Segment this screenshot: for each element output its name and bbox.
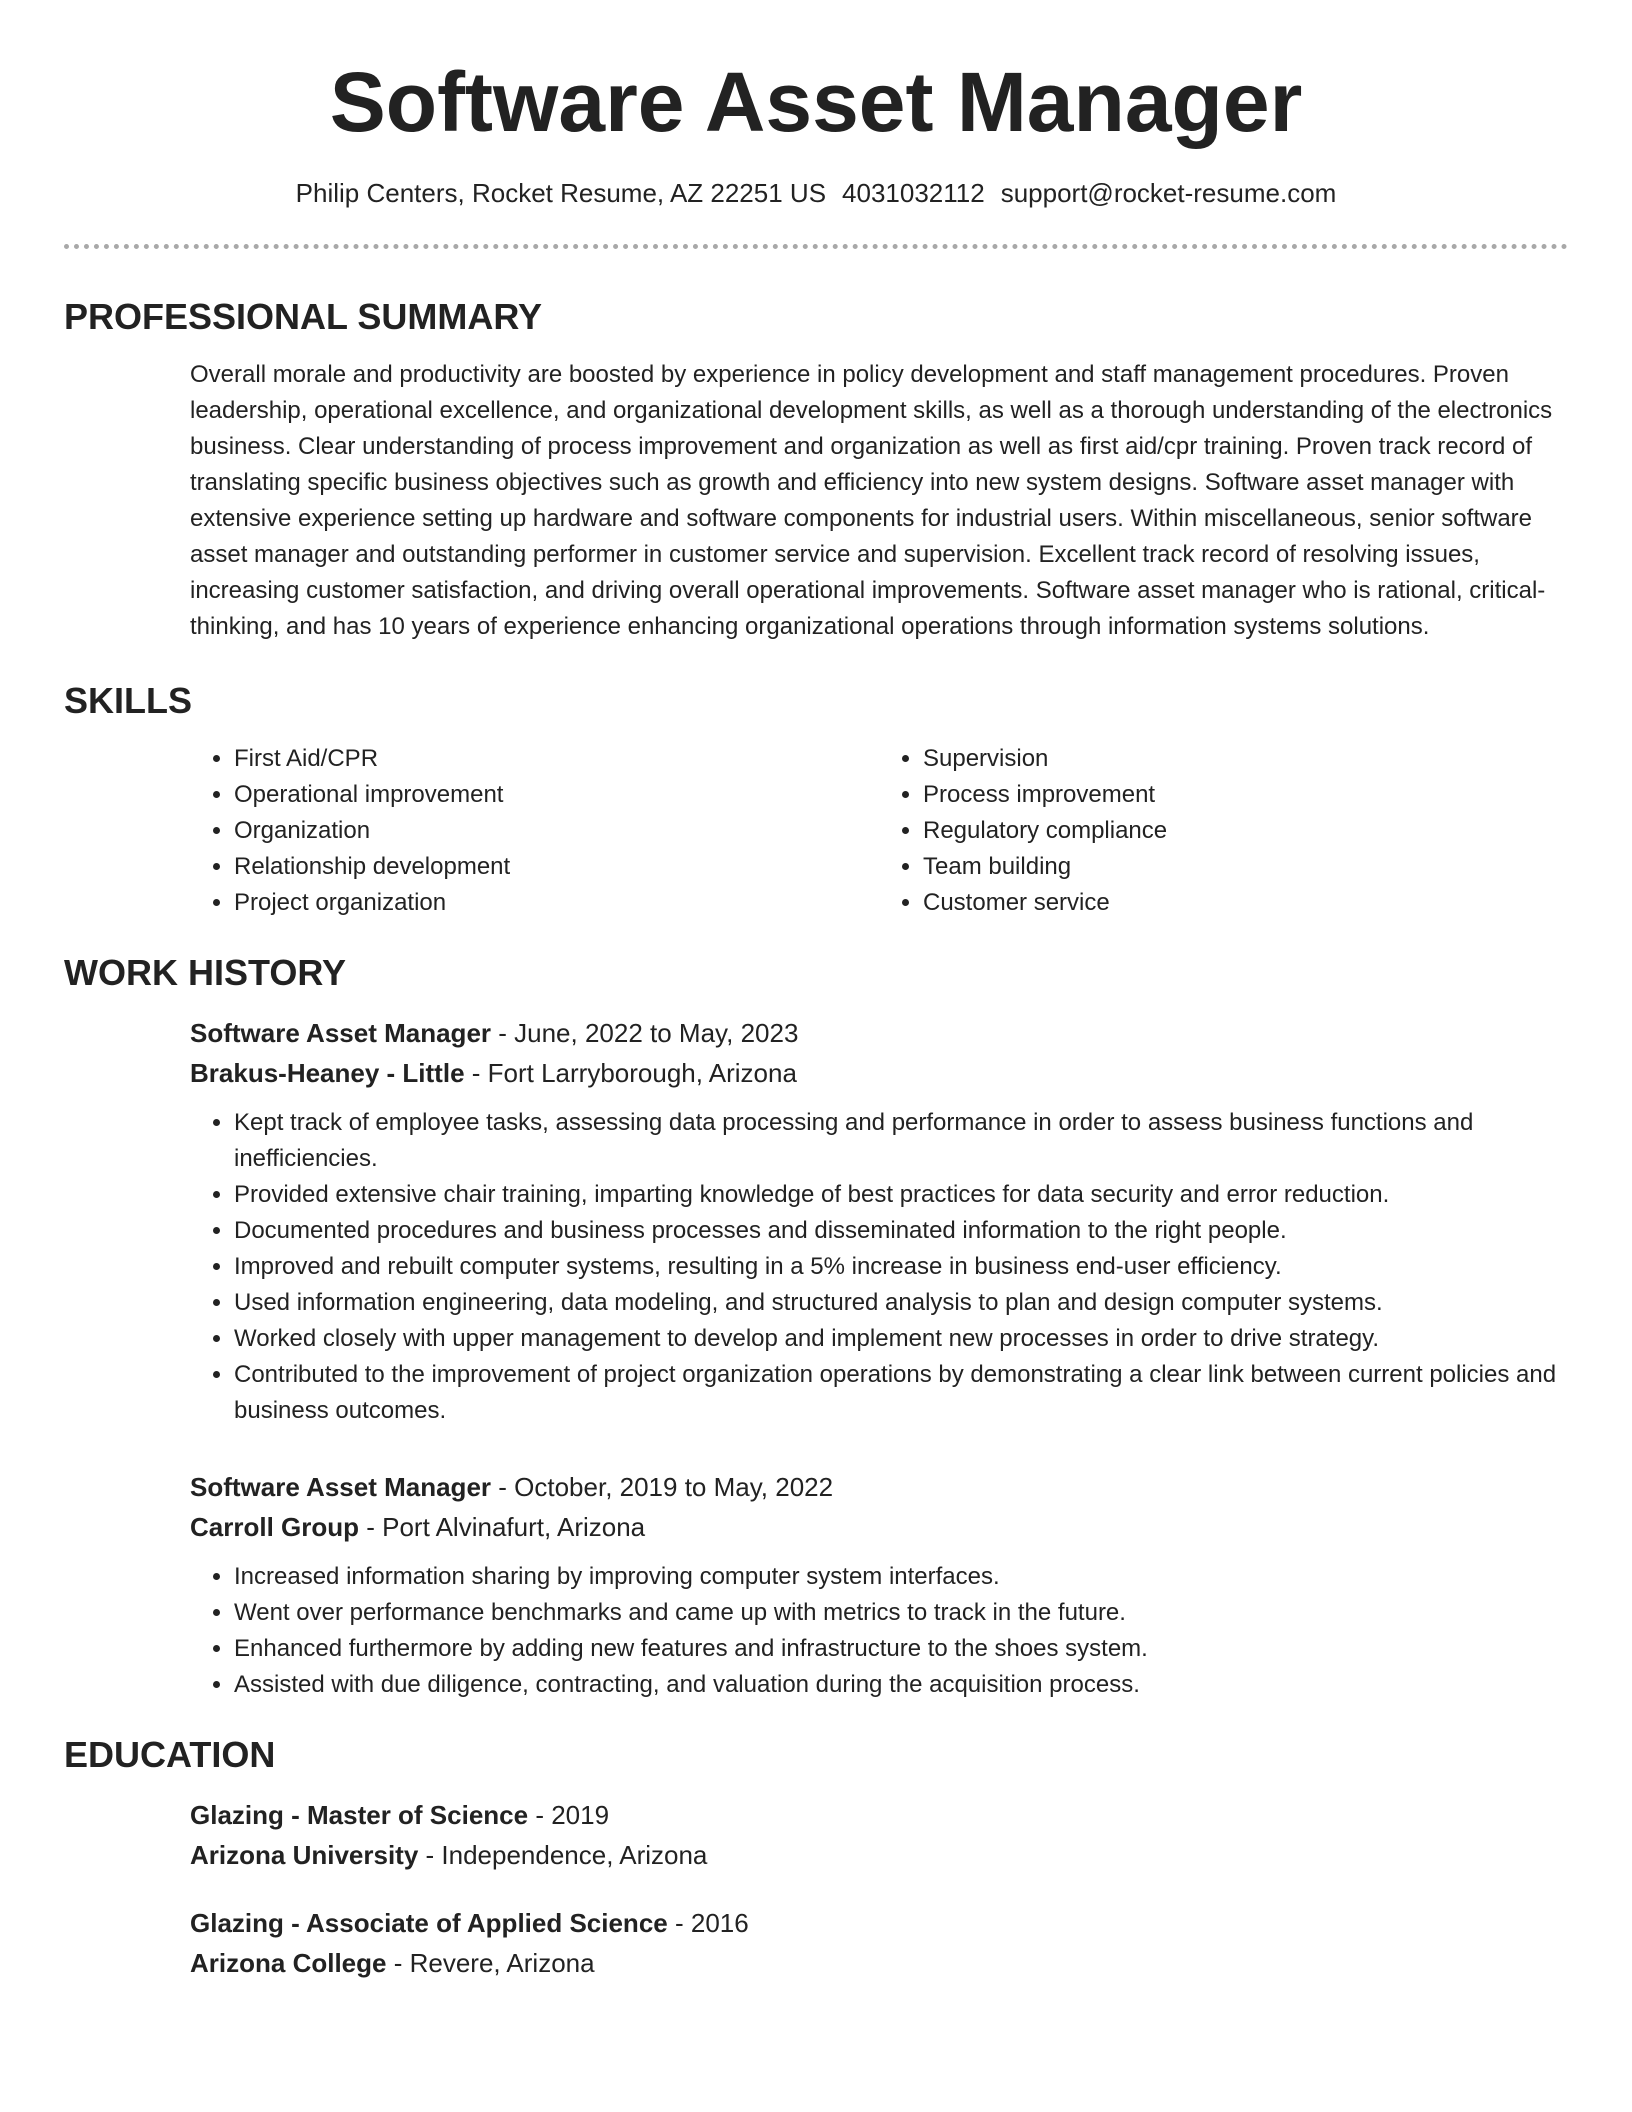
list-item: • Contributed to the improvement of project organization operations by demonstrating a clear link between current policies and business outcomes. (234, 1357, 1568, 1429)
education-location: - Revere, Arizona (386, 1948, 595, 1978)
summary-text: Overall morale and productivity are boosted by experience in policy development and staff management procedures. Proven leadership, operational excellence, and organizational development skills, as well as a thorough understanding of the electronics business. Clear understanding of process improvement and organization as well as first aid/cpr training. Proven track record of translating specific business objectives such as growth and efficiency into new system designs. Software asset manager with extensive experience setting up hardware and software components for industrial users. Within miscellaneous, senior software asset manager and outstanding performer in customer service and supervision. Excellent track record of resolving issues, increasing customer satisfaction, and driving overall operational improvements. Software asset manager who is rational, critical-thinking, and has 10 years of experience enhancing organizational operations through information systems solutions. (190, 361, 1553, 640)
contact-address: Philip Centers, Rocket Resume, AZ 22251 US (295, 178, 827, 208)
job-entry (190, 1467, 1568, 1703)
job-title: Software Asset Manager (190, 1472, 492, 1502)
education-location: - Independence, Arizona (418, 1840, 708, 1870)
skills-list-left (190, 741, 879, 921)
summary-body (64, 357, 1568, 645)
list-item: • Improved and rebuilt computer systems, resulting in a 5% increase in business end-user efficiency. (234, 1249, 1568, 1285)
education-school: Arizona College (190, 1948, 387, 1978)
education-school-line (190, 1943, 1568, 1983)
contact-email[interactable]: support@rocket-resume.com (1000, 178, 1337, 208)
skill-item: • Operational improvement (234, 777, 879, 813)
list-item: • Enhanced furthermore by adding new features and infrastructure to the shoes system. (234, 1631, 1568, 1667)
education-year: - 2019 (528, 1800, 610, 1830)
skills-body (64, 741, 1568, 921)
job-location: - Fort Larryborough, Arizona (464, 1058, 797, 1088)
contact-phone: 4031032112 (842, 178, 985, 208)
skill-item: • First Aid/CPR (234, 741, 879, 777)
job-company: Carroll Group (190, 1512, 360, 1542)
list-item: • Went over performance benchmarks and came up with metrics to track in the future. (234, 1595, 1568, 1631)
list-item: • Documented procedures and business processes and disseminated information to the right people. (234, 1213, 1568, 1249)
education-body (64, 1795, 1568, 1983)
job-title: Software Asset Manager (190, 1018, 492, 1048)
job-company: Brakus-Heaney - Little (190, 1058, 465, 1088)
job-entry (190, 1013, 1568, 1429)
list-item: • Used information engineering, data modeling, and structured analysis to plan and design computer systems. (234, 1285, 1568, 1321)
skills-section (64, 679, 1568, 921)
education-school-line (190, 1835, 1568, 1875)
work-history-section (64, 951, 1568, 1703)
skill-item: • Process improvement (923, 777, 1568, 813)
section-heading: WORK HISTORY (64, 952, 347, 993)
job-title-line (190, 1013, 1568, 1053)
education-school: Arizona University (190, 1840, 419, 1870)
skill-item: • Relationship development (234, 849, 879, 885)
skill-item: • Customer service (923, 885, 1568, 921)
education-degree: Glazing - Master of Science (190, 1800, 529, 1830)
list-item: • Worked closely with upper management to develop and implement new processes in order to drive strategy. (234, 1321, 1568, 1357)
job-company-line (190, 1053, 1568, 1093)
list-item: • Increased information sharing by improving computer system interfaces. (234, 1559, 1568, 1595)
list-item: • Kept track of employee tasks, assessing data processing and performance in order to assess business functions and inefficiencies. (234, 1105, 1568, 1177)
education-degree: Glazing - Associate of Applied Science (190, 1908, 668, 1938)
skill-item: • Project organization (234, 885, 879, 921)
education-degree-line (190, 1795, 1568, 1835)
education-entry (190, 1903, 1568, 1983)
skills-grid (190, 741, 1568, 921)
job-title-line (190, 1467, 1568, 1507)
job-dates: - October, 2019 to May, 2022 (491, 1472, 834, 1502)
job-bullets (190, 1559, 1568, 1703)
job-location: - Port Alvinafurt, Arizona (359, 1512, 646, 1542)
job-company-line (190, 1507, 1568, 1547)
job-dates: - June, 2022 to May, 2023 (491, 1018, 799, 1048)
job-bullets (190, 1105, 1568, 1429)
education-degree-line (190, 1903, 1568, 1943)
work-history-body (64, 1013, 1568, 1703)
contact-line (64, 176, 1568, 210)
section-heading: EDUCATION (64, 1734, 276, 1775)
summary-section (64, 295, 1568, 645)
list-item: • Assisted with due diligence, contracting, and valuation during the acquisition process. (234, 1667, 1568, 1703)
education-year: - 2016 (667, 1908, 749, 1938)
skill-item: • Organization (234, 813, 879, 849)
list-item: • Provided extensive chair training, imparting knowledge of best practices for data security and error reduction. (234, 1177, 1568, 1213)
skills-list-right (879, 741, 1568, 921)
section-heading: SKILLS (64, 680, 193, 721)
skill-item: • Regulatory compliance (923, 813, 1568, 849)
education-section (64, 1733, 1568, 1983)
skill-item: • Supervision (923, 741, 1568, 777)
section-heading: PROFESSIONAL SUMMARY (64, 296, 543, 337)
resume-header (64, 0, 1568, 210)
education-entry (190, 1795, 1568, 1875)
header-divider (64, 244, 1568, 249)
skill-item: • Team building (923, 849, 1568, 885)
page-title: Software Asset Manager (329, 55, 1303, 149)
